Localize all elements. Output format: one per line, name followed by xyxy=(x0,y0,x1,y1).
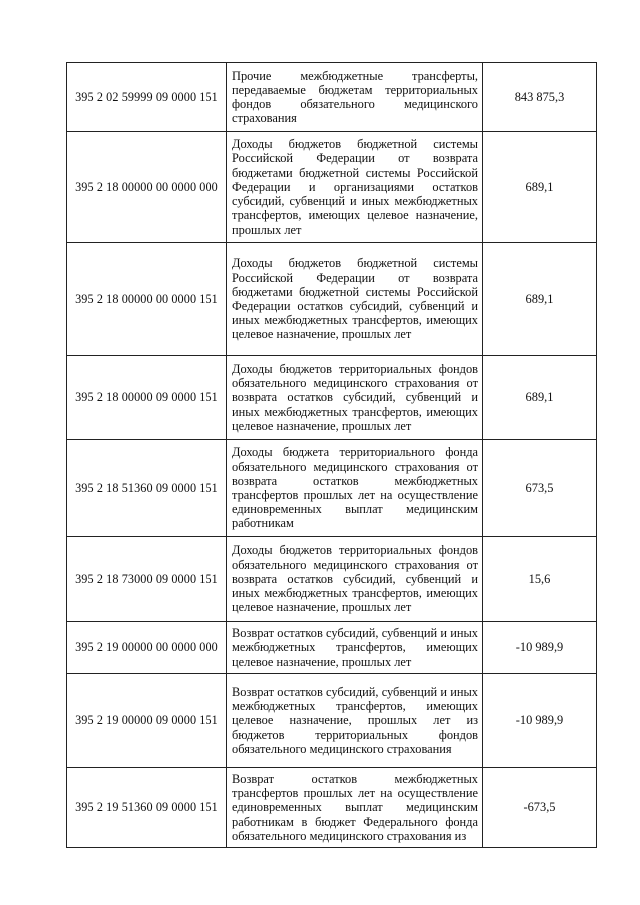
income-description: Доходы бюджетов территориальных фондов обязательного медицинского страхования от возврата остатков субсидий, субвенций и иных межбюджетных трансфертов, имеющих целевое назначение, прошлых лет xyxy=(227,537,483,622)
table-row xyxy=(67,356,597,440)
table-row xyxy=(67,243,597,356)
budget-code: 395 2 18 00000 00 0000 151 xyxy=(67,243,227,356)
table-row xyxy=(67,440,597,537)
income-description: Доходы бюджетов бюджетной системы Российской Федерации от возврата бюджетами бюджетной системы Российской Федерации и организациями остатков субсидий, субвенций и иных межбюджетных трансфертов, имеющих целевое назначение, прошлых лет xyxy=(227,132,483,243)
income-description: Возврат остатков субсидий, субвенций и иных межбюджетных трансфертов, имеющих целевое назначение, прошлых лет из бюджетов территориальных фондов обязательного медицинского страхования xyxy=(227,674,483,768)
amount: 673,5 xyxy=(483,440,597,537)
budget-code: 395 2 18 73000 09 0000 151 xyxy=(67,537,227,622)
income-description: Прочие межбюджетные трансферты, передаваемые бюджетам территориальных фондов обязательного медицинского страхования xyxy=(227,63,483,132)
budget-table xyxy=(66,62,597,848)
amount: -10 989,9 xyxy=(483,674,597,768)
budget-code: 395 2 19 00000 00 0000 000 xyxy=(67,622,227,674)
table-row xyxy=(67,768,597,848)
amount: 689,1 xyxy=(483,356,597,440)
budget-code: 395 2 18 00000 00 0000 000 xyxy=(67,132,227,243)
budget-code: 395 2 19 51360 09 0000 151 xyxy=(67,768,227,848)
table-row xyxy=(67,622,597,674)
table-row xyxy=(67,132,597,243)
budget-code: 395 2 19 00000 09 0000 151 xyxy=(67,674,227,768)
amount: -10 989,9 xyxy=(483,622,597,674)
amount: 689,1 xyxy=(483,132,597,243)
amount: 15,6 xyxy=(483,537,597,622)
table-row xyxy=(67,674,597,768)
income-description: Доходы бюджета территориального фонда обязательного медицинского страхования от возврата остатков межбюджетных трансфертов прошлых лет на осуществление единовременных выплат медицинским работникам xyxy=(227,440,483,537)
table-row xyxy=(67,63,597,132)
table-row xyxy=(67,537,597,622)
income-description: Возврат остатков субсидий, субвенций и иных межбюджетных трансфертов, имеющих целевое назначение, прошлых лет xyxy=(227,622,483,674)
income-description: Доходы бюджетов бюджетной системы Российской Федерации от возврата бюджетами бюджетной системы Российской Федерации остатков субсидий, субвенций и иных межбюджетных трансфертов, имеющих целевое назначение, прошлых лет xyxy=(227,243,483,356)
amount: 689,1 xyxy=(483,243,597,356)
budget-code: 395 2 18 00000 09 0000 151 xyxy=(67,356,227,440)
income-description: Доходы бюджетов территориальных фондов обязательного медицинского страхования от возврата остатков субсидий, субвенций и иных межбюджетных трансфертов, имеющих целевое назначение, прошлых лет xyxy=(227,356,483,440)
amount: 843 875,3 xyxy=(483,63,597,132)
income-description: Возврат остатков межбюджетных трансфертов прошлых лет на осуществление единовременных выплат медицинским работникам в бюджет Федерального фонда обязательного медицинского страхования из xyxy=(227,768,483,848)
budget-code: 395 2 02 59999 09 0000 151 xyxy=(67,63,227,132)
amount: -673,5 xyxy=(483,768,597,848)
budget-code: 395 2 18 51360 09 0000 151 xyxy=(67,440,227,537)
